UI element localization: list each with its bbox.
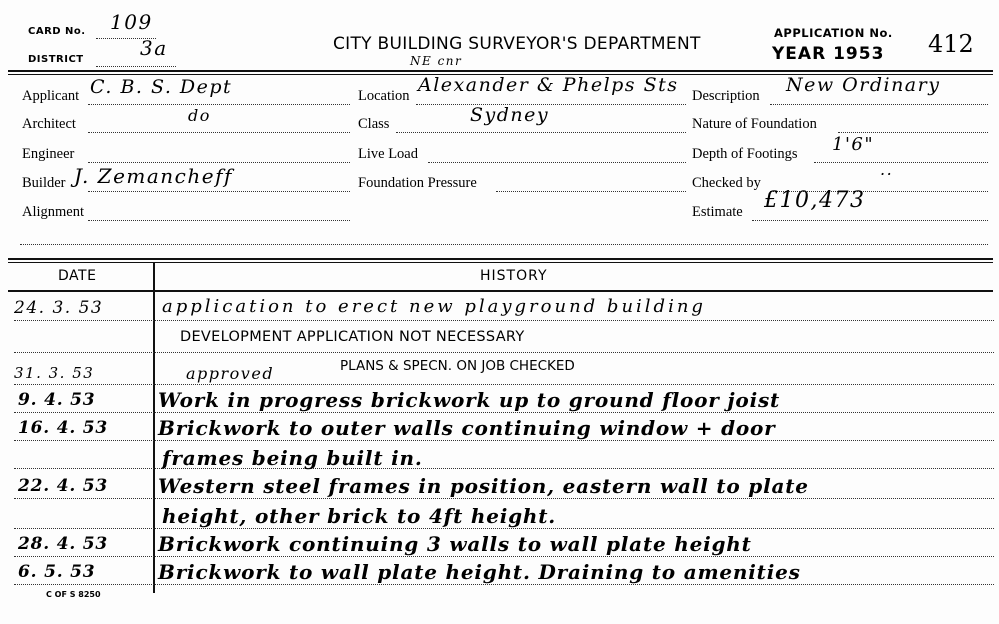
live-load-label: Live Load [358,146,418,162]
builder-label: Builder [22,175,66,191]
history-date: 16. 4. 53 [18,418,109,438]
form-code: C OF S 8250 [46,590,101,599]
applicant-label: Applicant [22,88,80,104]
builder-value: J. Zemancheff [74,164,233,188]
location-label: Location [358,88,410,104]
history-entry: approved [186,364,275,383]
card-no-label: CARD No. [28,26,86,37]
history-date: 9. 4. 53 [18,390,96,410]
history-stamp: DEVELOPMENT APPLICATION NOT NECESSARY [180,329,525,345]
architect-value: do [188,106,211,125]
foundation-pressure-label: Foundation Pressure [358,175,477,191]
history-stamp: PLANS & SPECN. ON JOB CHECKED [340,358,575,374]
history-entry: height, other brick to 4ft height. [162,504,557,528]
location-value: Alexander & Phelps Sts [418,74,679,96]
checked-by-value: .. [880,160,894,179]
application-no-label: APPLICATION No. [774,26,893,40]
history-entry: Brickwork continuing 3 walls to wall plate height [158,532,752,556]
district-label: DISTRICT [28,54,84,65]
history-entry: Western steel frames in position, eastern wall to plate [158,474,809,498]
year-label: YEAR 1953 [772,44,885,64]
history-entry: Brickwork to wall plate height. Draining to amenities [158,560,801,584]
history-entry: Brickwork to outer walls continuing window + door [158,416,776,440]
history-date: 6. 5. 53 [18,562,96,582]
estimate-label: Estimate [692,204,743,220]
nature-of-foundation-label: Nature of Foundation [692,116,817,132]
history-header: HISTORY [480,268,548,284]
estimate-value: £10,473 [764,188,866,213]
applicant-value: C. B. S. Dept [90,76,233,98]
history-date: 28. 4. 53 [18,534,109,554]
checked-by-label: Checked by [692,175,761,191]
history-date: 24. 3. 53 [14,298,104,318]
district-value: 3a [140,36,168,60]
history-entry: frames being built in. [162,446,423,470]
page-title: CITY BUILDING SURVEYOR'S DEPARTMENT [333,34,701,54]
class-label: Class [358,116,390,132]
date-header: DATE [58,268,97,284]
alignment-label: Alignment [22,204,85,220]
history-entry: application to erect new playground building [162,296,706,317]
history-entry: Work in progress brickwork up to ground floor joist [158,388,781,412]
location-annotation: NE cnr [410,54,463,68]
architect-label: Architect [22,116,76,132]
application-no-value: 412 [928,30,974,58]
description-value: New Ordinary [786,74,941,96]
card-no-value: 109 [110,10,153,34]
class-value: Sydney [470,104,550,126]
depth-of-footings-value: 1'6" [832,134,875,155]
history-date: 22. 4. 53 [18,476,109,496]
description-label: Description [692,88,760,104]
depth-of-footings-label: Depth of Footings [692,146,798,162]
engineer-label: Engineer [22,146,75,162]
history-date: 31. 3. 53 [14,364,95,382]
